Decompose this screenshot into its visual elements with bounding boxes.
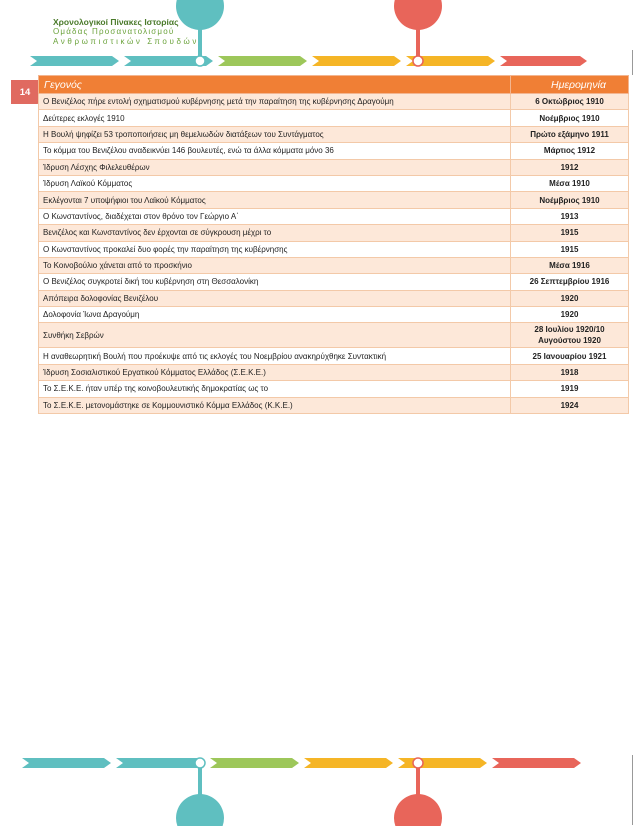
timeline-arrow-bar (30, 56, 587, 66)
date-cell: 1924 (511, 397, 629, 413)
date-cell: Μέσα 1910 (511, 175, 629, 191)
event-cell: Το Σ.Ε.Κ.Ε. μετονομάστηκε σε Κομμουνιστικό Κόμμα Ελλάδος (Κ.Κ.Ε.) (39, 397, 511, 413)
table-header-row (39, 76, 629, 94)
event-cell: Ο Κωνσταντίνος, διαδέχεται στον θρόνο τον Γεώργιο Α΄ (39, 208, 511, 224)
table-row (39, 397, 629, 413)
table-row (39, 208, 629, 224)
events-table (38, 75, 629, 414)
event-cell: Δεύτερες εκλογές 1910 (39, 110, 511, 126)
event-column-header: Γεγονός (39, 76, 511, 94)
date-cell: 25 Ιανουαρίου 1921 (511, 348, 629, 364)
table-row (39, 126, 629, 142)
timeline-decoration-bottom (0, 736, 638, 826)
date-cell: 6 Οκτώβριος 1910 (511, 94, 629, 110)
event-cell: Ο Βενιζέλος πήρε εντολή σχηματισμού κυβέρνησης μετά την παραίτηση της κυβέρνησης Δραγούμη (39, 94, 511, 110)
date-cell: Νοέμβριος 1910 (511, 110, 629, 126)
date-cell: 1913 (511, 208, 629, 224)
table-row (39, 364, 629, 380)
document-header (53, 17, 199, 47)
event-cell: Ο Κωνσταντίνος προκαλεί δυο φορές την παραίτηση της κυβέρνησης (39, 241, 511, 257)
table-row (39, 274, 629, 290)
date-cell: 1919 (511, 381, 629, 397)
header-subtitle: Ομάδας Προσανατολισμού (53, 27, 175, 36)
event-cell: Η αναθεωρητική Βουλή που προέκυψε από τις εκλογές του Νοεμβρίου ανακηρύχθηκε Συντακτική (39, 348, 511, 364)
date-cell: Πρώτο εξάμηνο 1911 (511, 126, 629, 142)
event-cell: Απόπειρα δολοφονίας Βενιζέλου (39, 290, 511, 306)
event-cell: Ο Βενιζέλος συγκροτεί δική του κυβέρνηση στη Θεσσαλονίκη (39, 274, 511, 290)
header-title: Χρονολογικοί Πίνακες Ιστορίας (53, 17, 179, 27)
table-row (39, 143, 629, 159)
table-row (39, 110, 629, 126)
table-row (39, 381, 629, 397)
table-row (39, 94, 629, 110)
date-column-header: Ημερομηνία (511, 76, 629, 94)
date-cell: 26 Σεπτεμβρίου 1916 (511, 274, 629, 290)
event-cell: Ίδρυση Σοσιαλιστικού Εργατικού Κόμματος Ελλάδος (Σ.Ε.Κ.Ε.) (39, 364, 511, 380)
margin-rule (632, 50, 633, 75)
table-row (39, 257, 629, 273)
event-cell: Η Βουλή ψηφίζει 53 τροποποιήσεις μη θεμελιωδών διατάξεων του Συντάγματος (39, 126, 511, 142)
table-row (39, 323, 629, 348)
date-cell: 1920 (511, 307, 629, 323)
table-row (39, 175, 629, 191)
table-row (39, 192, 629, 208)
date-cell: 1912 (511, 159, 629, 175)
table-row (39, 348, 629, 364)
event-cell: Δολοφονία Ίωνα Δραγούμη (39, 307, 511, 323)
timeline-pin-red (394, 758, 442, 826)
event-cell: Βενιζέλος και Κωνσταντίνος δεν έρχονται σε σύγκρουση μέχρι το (39, 225, 511, 241)
table-row (39, 290, 629, 306)
event-cell: Ίδρυση Λέσχης Φιλελευθέρων (39, 159, 511, 175)
date-cell: 1918 (511, 364, 629, 380)
timeline-arrow-bar (22, 758, 581, 768)
table-row (39, 225, 629, 241)
date-cell: Νοέμβριος 1910 (511, 192, 629, 208)
date-cell: Μέσα 1916 (511, 257, 629, 273)
event-cell: Ίδρυση Λαϊκού Κόμματος (39, 175, 511, 191)
event-cell: Εκλέγονται 7 υποψήφιοι του Λαϊκού Κόμματος (39, 192, 511, 208)
table-row (39, 159, 629, 175)
date-cell: 1915 (511, 241, 629, 257)
timeline-pin-teal (176, 758, 224, 826)
margin-rule-bottom (632, 755, 633, 825)
date-cell: 28 Ιουλίου 1920/10 Αυγούστου 1920 (511, 323, 629, 348)
event-cell: Το Σ.Ε.Κ.Ε. ήταν υπέρ της κοινοβουλευτικής δημοκρατίας ως το (39, 381, 511, 397)
page-number-badge: 14 (11, 80, 39, 104)
event-cell: Το κόμμα του Βενιζέλου αναδεικνύει 146 βουλευτές, ενώ τα άλλα κόμματα μόνο 36 (39, 143, 511, 159)
table-row (39, 307, 629, 323)
date-cell: Μάρτιος 1912 (511, 143, 629, 159)
header-subtitle-2: Ανθρωπιστικών Σπουδών (53, 37, 199, 46)
event-cell: Συνθήκη Σεβρών (39, 323, 511, 348)
event-cell: Το Κοινοβούλιο χάνεται από το προσκήνιο (39, 257, 511, 273)
table-row (39, 241, 629, 257)
date-cell: 1915 (511, 225, 629, 241)
date-cell: 1920 (511, 290, 629, 306)
